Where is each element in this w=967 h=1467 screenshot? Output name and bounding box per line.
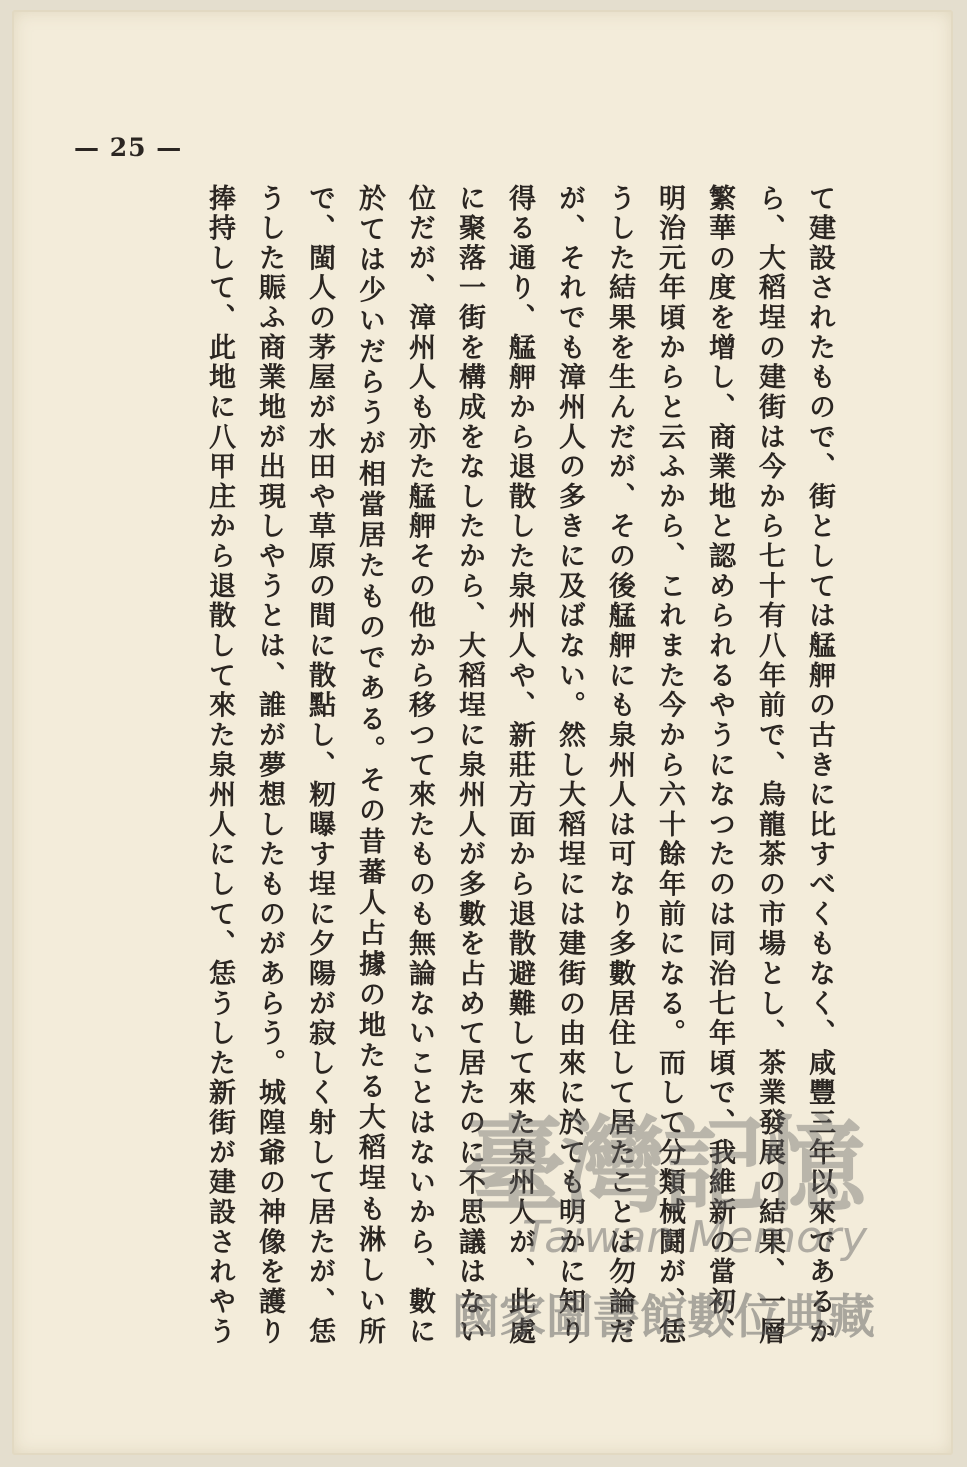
- text-column: 得る通り、艋舺から退散した泉州人や、新莊方面から退散避難して來た泉州人が、此處: [504, 184, 535, 1344]
- text-column: が、それでも漳州人の多きに及ばない。然し大稻埕には建街の由來に於ても明かに知り: [554, 184, 585, 1344]
- watermark-title: 臺灣記憶: [462, 1104, 863, 1227]
- text-column: 位だが、漳州人も亦た艋舺その他から移つて來たものも無論ないことはないから、數に: [404, 184, 435, 1344]
- text-column: 於ては少いだらうが相當居たものである。その昔蕃人占據の地たる大稻埕も淋しい所: [354, 184, 385, 1344]
- text-column: うした賑ふ商業地が出現しやうとは、誰が夢想したものがあらう。城隍爺の神像を護り: [254, 184, 285, 1344]
- watermark-subtitle: Taiwan Memory: [522, 1212, 868, 1263]
- text-column: ら、大稻埕の建街は今から七十有八年前で、烏龍茶の市場とし、茶業發展の結果、一層: [754, 184, 785, 1344]
- text-column: 捧持して、此地に八甲庄から退散して來た泉州人にして、恁うした新街が建設されやう: [204, 184, 235, 1344]
- text-column: 明治元年頃からと云ふから、これまた今から六十餘年前になる。而して分類械鬪が、恁: [654, 184, 685, 1344]
- text-column: うした結果を生んだが、その後艋舺にも泉州人は可なり多數居住して居たことは勿論だ: [604, 184, 635, 1344]
- scanned-page: [12, 10, 953, 1455]
- page-number: — 25 —: [74, 133, 183, 162]
- watermark-institution: 國家圖書館數位典藏: [452, 1290, 875, 1345]
- text-column: で、閩人の茅屋が水田や草原の間に散點し、籾曝す埕に夕陽が寂しく射して居たが、恁: [304, 184, 335, 1344]
- text-column: に聚落一街を構成をなしたから、大稻埕に泉州人が多數を占めて居たのに不思議はない: [454, 184, 485, 1344]
- vertical-text-body: [194, 184, 844, 1344]
- text-column: 繁華の度を增し、商業地と認められるやうになつたのは同治七年頃で、我維新の當初、: [704, 184, 735, 1344]
- text-column: て建設されたもので、街としては艋舺の古きに比すべくもなく、咸豐三年以來であるか: [804, 184, 835, 1344]
